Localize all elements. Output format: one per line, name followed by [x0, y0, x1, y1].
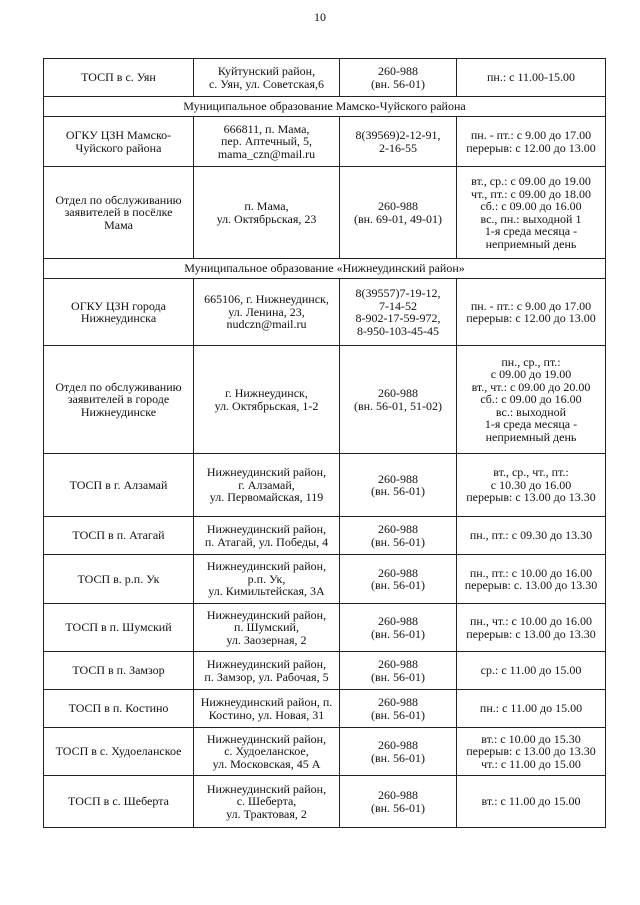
schedule-cell: вт., ср.: с 09.00 до 19.00 чт., пт.: с 09.00 до 18.00 сб.: с 09.00 до 16.00 вс., пн.: выходной 1 1-я среда месяца - неприемный день: [457, 167, 606, 259]
schedule-cell: вт.: с 11.00 до 15.00: [457, 776, 606, 828]
address-cell: Нижнеудинский район, р.п. Ук, ул. Кимильтейская, 3А: [194, 555, 340, 604]
phone-cell: 8(39557)7-19-12, 7-14-52 8-902-17-59-972, 8-950-103-45-45: [340, 279, 457, 346]
table-row: [44, 117, 606, 167]
office-name-cell: Отдел по обслуживанию заявителей в городе Нижнеудинске: [44, 346, 194, 454]
office-name-cell: ТОСП в с. Шеберта: [44, 776, 194, 828]
section-title: Муниципальное образование «Нижнеудинский район»: [44, 259, 606, 279]
phone-cell: 260-988 (вн. 56-01): [340, 776, 457, 828]
phone-cell: 260-988 (вн. 56-01): [340, 59, 457, 97]
address-cell: п. Мама, ул. Октябрьская, 23: [194, 167, 340, 259]
office-name-cell: ТОСП в п. Шумский: [44, 604, 194, 652]
phone-cell: 260-988 (вн. 56-01, 51-02): [340, 346, 457, 454]
address-cell: 665106, г. Нижнеудинск, ул. Ленина, 23, nudczn@mail.ru: [194, 279, 340, 346]
office-name-cell: ТОСП в с. Худоеланское: [44, 728, 194, 776]
address-cell: Нижнеудинский район, п. Замзор, ул. Рабочая, 5: [194, 652, 340, 690]
table-row: [44, 59, 606, 97]
section-title: Муниципальное образование Мамско-Чуйского района: [44, 97, 606, 117]
table-row: [44, 517, 606, 555]
table-row: [44, 652, 606, 690]
table-row: [44, 555, 606, 604]
table-row: [44, 346, 606, 454]
address-cell: Нижнеудинский район, г. Алзамай, ул. Первомайская, 119: [194, 454, 340, 517]
table-row: [44, 167, 606, 259]
phone-cell: 260-988 (вн. 56-01): [340, 517, 457, 555]
page-number: 10: [314, 10, 326, 24]
schedule-cell: пн., пт.: с 10.00 до 16.00 перерыв: с. 13.00 до 13.30: [457, 555, 606, 604]
office-name-cell: ТОСП в. р.п. Ук: [44, 555, 194, 604]
office-name-cell: ОГКУ ЦЗН города Нижнеудинска: [44, 279, 194, 346]
address-cell: Нижнеудинский район, с. Худоеланское, ул. Московская, 45 А: [194, 728, 340, 776]
address-cell: Нижнеудинский район, п. Атагай, ул. Победы, 4: [194, 517, 340, 555]
table-row: [44, 776, 606, 828]
office-name-cell: ТОСП в п. Костино: [44, 690, 194, 728]
phone-cell: 260-988 (вн. 56-01): [340, 454, 457, 517]
phone-cell: 260-988 (вн. 56-01): [340, 690, 457, 728]
table-row: [44, 454, 606, 517]
schedule-cell: пн. - пт.: с 9.00 до 17.00 перерыв: с 12.00 до 13.00: [457, 279, 606, 346]
schedule-cell: пн.: с 11.00-15.00: [457, 59, 606, 97]
table-row: [44, 604, 606, 652]
section-row: [44, 97, 606, 117]
table-row: [44, 728, 606, 776]
office-name-cell: Отдел по обслуживанию заявителей в посёлке Мама: [44, 167, 194, 259]
schedule-cell: пн., чт.: с 10.00 до 16.00 перерыв: с 13.00 до 13.30: [457, 604, 606, 652]
address-cell: 666811, п. Мама, пер. Аптечный, 5, mama_czn@mail.ru: [194, 117, 340, 167]
offices-table: [43, 58, 606, 828]
schedule-cell: вт.: с 10.00 до 15.30 перерыв: с 13.00 до 13.30 чт.: с 11.00 до 15.00: [457, 728, 606, 776]
address-cell: г. Нижнеудинск, ул. Октябрьская, 1-2: [194, 346, 340, 454]
table-row: [44, 279, 606, 346]
office-name-cell: ТОСП в г. Алзамай: [44, 454, 194, 517]
address-cell: Нижнеудинский район, п. Костино, ул. Новая, 31: [194, 690, 340, 728]
table-row: [44, 690, 606, 728]
section-row: [44, 259, 606, 279]
address-cell: Нижнеудинский район, п. Шумский, ул. Заозерная, 2: [194, 604, 340, 652]
office-name-cell: ТОСП в п. Замзор: [44, 652, 194, 690]
schedule-cell: пн. - пт.: с 9.00 до 17.00 перерыв: с 12.00 до 13.00: [457, 117, 606, 167]
schedule-cell: пн., ср., пт.: с 09.00 до 19.00 вт., чт.: с 09.00 до 20.00 сб.: с 09.00 до 16.00 вс.: выходной 1-я среда месяца - неприемный день: [457, 346, 606, 454]
address-cell: Куйтунский район, с. Уян, ул. Советская,6: [194, 59, 340, 97]
schedule-cell: пн., пт.: с 09.30 до 13.30: [457, 517, 606, 555]
office-name-cell: ТОСП в п. Атагай: [44, 517, 194, 555]
phone-cell: 260-988 (вн. 56-01): [340, 652, 457, 690]
offices-table-body: [44, 59, 606, 828]
office-name-cell: ТОСП в с. Уян: [44, 59, 194, 97]
phone-cell: 8(39569)2-12-91, 2-16-55: [340, 117, 457, 167]
schedule-cell: вт., ср., чт., пт.: с 10.30 до 16.00 перерыв: с 13.00 до 13.30: [457, 454, 606, 517]
phone-cell: 260-988 (вн. 56-01): [340, 604, 457, 652]
phone-cell: 260-988 (вн. 56-01): [340, 555, 457, 604]
phone-cell: 260-988 (вн. 56-01): [340, 728, 457, 776]
schedule-cell: ср.: с 11.00 до 15.00: [457, 652, 606, 690]
office-name-cell: ОГКУ ЦЗН Мамско- Чуйского района: [44, 117, 194, 167]
address-cell: Нижнеудинский район, с. Шеберта, ул. Трактовая, 2: [194, 776, 340, 828]
phone-cell: 260-988 (вн. 69-01, 49-01): [340, 167, 457, 259]
schedule-cell: пн.: с 11.00 до 15.00: [457, 690, 606, 728]
